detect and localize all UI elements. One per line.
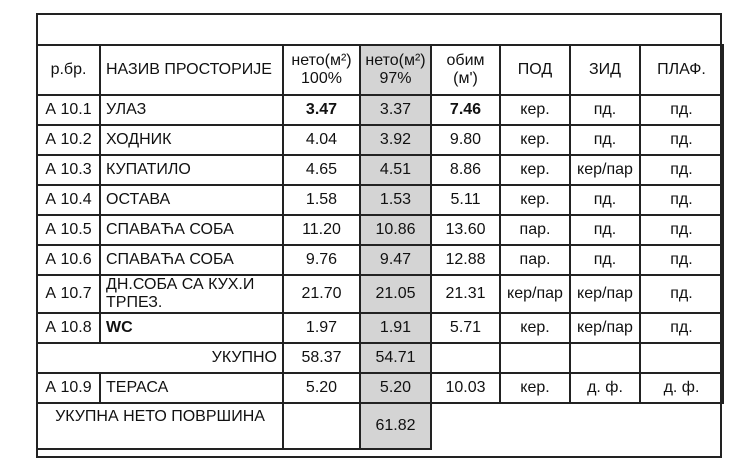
header-name: НАЗИВ ПРОСТОРИЈЕ <box>100 45 283 95</box>
cell-floor: кер. <box>500 313 570 343</box>
header-perim <box>431 45 500 95</box>
cell-ceiling: пд. <box>640 185 723 215</box>
cell-name: СПАВАЋА СОБА <box>100 245 283 275</box>
cell-net97: 10.86 <box>360 215 431 245</box>
cell-rb: А 10.9 <box>37 373 100 403</box>
cell-name: ТЕРАСА <box>100 373 283 403</box>
header-net100-line1: нето(м²) <box>291 52 352 69</box>
cell-perim: 5.11 <box>431 185 500 215</box>
grand-total-value: 61.82 <box>360 403 431 449</box>
header-net97-line2: 97% <box>379 70 412 87</box>
cell-rb: А 10.3 <box>37 155 100 185</box>
cell-name: ДН.СОБА СА КУХ.И ТРПЕЗ. <box>100 275 283 313</box>
table-row <box>37 275 723 313</box>
cell-ceiling: д. ф. <box>640 373 723 403</box>
cell-net97: 21.05 <box>360 275 431 313</box>
cell-wall: пд. <box>570 245 640 275</box>
total-net100: 58.37 <box>283 343 360 373</box>
cell-perim: 9.80 <box>431 125 500 155</box>
cell-net97: 3.37 <box>360 95 431 125</box>
header-ceiling: ПЛАФ. <box>640 45 723 95</box>
cell-net100: 1.97 <box>283 313 360 343</box>
cell-floor: кер. <box>500 373 570 403</box>
total-empty-floor <box>500 343 570 373</box>
header-net100 <box>283 45 360 95</box>
cell-floor: пар. <box>500 215 570 245</box>
total-label: УКУПНО <box>37 343 283 373</box>
cell-name: СПАВАЋА СОБА <box>100 215 283 245</box>
cell-wall: д. ф. <box>570 373 640 403</box>
cell-net100: 21.70 <box>283 275 360 313</box>
header-perim-line2: (м') <box>453 70 478 87</box>
cell-net100: 4.65 <box>283 155 360 185</box>
cell-perim: 21.31 <box>431 275 500 313</box>
cell-ceiling: пд. <box>640 215 723 245</box>
cell-net100: 5.20 <box>283 373 360 403</box>
terrace-row <box>37 373 723 403</box>
cell-floor: кер. <box>500 185 570 215</box>
header-floor: ПОД <box>500 45 570 95</box>
grand-total-label: УКУПНА НЕТО ПОВРШИНА <box>37 403 283 449</box>
cell-wall: пд. <box>570 185 640 215</box>
cell-net97: 3.92 <box>360 125 431 155</box>
table-row <box>37 245 723 275</box>
cell-ceiling: пд. <box>640 245 723 275</box>
cell-net100: 3.47 <box>283 95 360 125</box>
area-table-sheet <box>36 13 722 458</box>
table-row <box>37 155 723 185</box>
total-empty-ceiling <box>640 343 723 373</box>
table-row <box>37 125 723 155</box>
cell-net100: 11.20 <box>283 215 360 245</box>
cell-rb: А 10.4 <box>37 185 100 215</box>
cell-name: УЛАЗ <box>100 95 283 125</box>
total-empty-wall <box>570 343 640 373</box>
cell-perim: 12.88 <box>431 245 500 275</box>
header-net97-line1: нето(м²) <box>365 52 426 69</box>
table-row <box>37 215 723 245</box>
cell-perim: 13.60 <box>431 215 500 245</box>
cell-net100: 1.58 <box>283 185 360 215</box>
total-row <box>37 343 723 373</box>
cell-perim: 5.71 <box>431 313 500 343</box>
total-net97: 54.71 <box>360 343 431 373</box>
cell-ceiling: пд. <box>640 155 723 185</box>
cell-perim: 7.46 <box>431 95 500 125</box>
cell-ceiling: пд. <box>640 313 723 343</box>
cell-rb: А 10.7 <box>37 275 100 313</box>
cell-ceiling: пд. <box>640 275 723 313</box>
cell-perim: 10.03 <box>431 373 500 403</box>
header-net97 <box>360 45 431 95</box>
cell-ceiling: пд. <box>640 125 723 155</box>
cell-rb: А 10.1 <box>37 95 100 125</box>
header-row <box>37 45 723 95</box>
table-row <box>37 313 723 343</box>
grand-total-row <box>37 403 723 449</box>
cell-ceiling: пд. <box>640 95 723 125</box>
cell-net97: 1.53 <box>360 185 431 215</box>
cell-wall: пд. <box>570 95 640 125</box>
header-net100-line2: 100% <box>301 70 342 87</box>
area-table <box>36 44 724 450</box>
cell-rb: А 10.5 <box>37 215 100 245</box>
header-rb: р.бр. <box>37 45 100 95</box>
cell-net97: 9.47 <box>360 245 431 275</box>
table-top-band <box>38 15 720 46</box>
cell-wall: кер/пар <box>570 155 640 185</box>
header-perim-line1: обим <box>446 52 485 69</box>
cell-wall: пд. <box>570 125 640 155</box>
table-row <box>37 185 723 215</box>
cell-net97: 5.20 <box>360 373 431 403</box>
cell-rb: А 10.8 <box>37 313 100 343</box>
cell-floor: кер. <box>500 155 570 185</box>
cell-name: WC <box>100 313 283 343</box>
cell-net97: 1.91 <box>360 313 431 343</box>
grand-total-blank <box>431 403 723 449</box>
grand-total-empty <box>283 403 360 449</box>
cell-floor: кер. <box>500 95 570 125</box>
cell-net100: 4.04 <box>283 125 360 155</box>
cell-floor: кер. <box>500 125 570 155</box>
cell-name: КУПАТИЛО <box>100 155 283 185</box>
cell-wall: кер/пар <box>570 275 640 313</box>
cell-name: ХОДНИК <box>100 125 283 155</box>
cell-name: ОСТАВА <box>100 185 283 215</box>
table-row <box>37 95 723 125</box>
cell-rb: А 10.6 <box>37 245 100 275</box>
cell-perim: 8.86 <box>431 155 500 185</box>
cell-net100: 9.76 <box>283 245 360 275</box>
header-wall: ЗИД <box>570 45 640 95</box>
cell-wall: пд. <box>570 215 640 245</box>
total-empty-perim <box>431 343 500 373</box>
cell-floor: кер/пар <box>500 275 570 313</box>
cell-wall: кер/пар <box>570 313 640 343</box>
cell-floor: пар. <box>500 245 570 275</box>
cell-rb: А 10.2 <box>37 125 100 155</box>
cell-net97: 4.51 <box>360 155 431 185</box>
